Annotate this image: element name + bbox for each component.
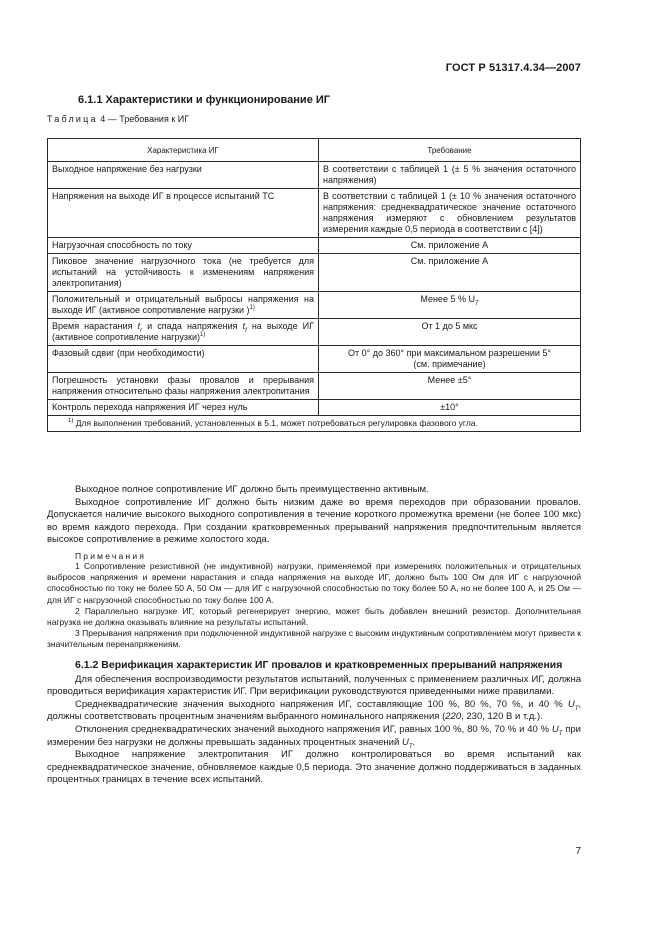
paragraph: Выходное сопротивление ИГ должно быть низким даже во время переходов при образовании провалов. Допускается наличие высокого выходного сопротивления в течение короткого промежутка времени (не более 100 мкс) во время каждого перехода. При создании кратковременных прерываний напряжения предпочтительным является высокое сопротивление в режиме холостого хода.	[47, 496, 581, 546]
page-number: 7	[575, 846, 581, 857]
paragraph: Выходное полное сопротивление ИГ должно быть преимущественно активным.	[75, 484, 429, 495]
table-header-requirement: Требование	[319, 139, 581, 162]
table-cell-requirement	[319, 346, 581, 373]
symbol-t: t	[137, 321, 141, 331]
paragraph	[47, 699, 581, 724]
table-row	[48, 292, 581, 319]
table-cell-requirement: От 1 до 5 мкс	[319, 319, 581, 346]
cell-text: Менее 5 % U	[420, 294, 475, 304]
table-row	[48, 254, 581, 292]
text-run: , 230, 120 В и т.д.).	[461, 711, 543, 723]
cell-text: на выходе ИГ (активное сопротивление нагрузки)	[52, 321, 314, 342]
section-title-611: 6.1.1 Характеристики и функционирование ИГ	[78, 94, 331, 106]
note-item: 3 Прерывания напряжения при подключенной индуктивной нагрузке с высоким индуктивным сопротивлением могут привести к значительным перенапряжениям.	[47, 628, 581, 650]
main-text	[47, 484, 581, 787]
symbol-u: U	[401, 736, 409, 748]
table-cell-requirement: В соответствии с таблицей 1 (± 5 % значения остаточного напряжения)	[319, 162, 581, 189]
cell-text: и спада напряжения	[142, 321, 243, 331]
table-cell-characteristic: Пиковое значение нагрузочного тока (не требуется для испытаний на устойчивость к изменениям напряжения электропитания)	[48, 254, 319, 292]
text-run: при измерении без нагрузки не должны превышать заданных процентных значений	[47, 723, 581, 748]
paragraph	[47, 724, 581, 749]
table-header-row	[48, 139, 581, 162]
table-cell-characteristic: Фазовый сдвиг (при необходимости)	[48, 346, 319, 373]
note-item: 2 Параллельно нагрузке ИГ, который регенерирует энергию, может быть добавлен внешний резистор. Дополнительная нагрузка не должна оказывать влияние на результаты испытаний.	[47, 605, 581, 627]
table-cell-requirement	[319, 292, 581, 319]
table-row	[48, 346, 581, 373]
table-cell-characteristic	[48, 319, 319, 346]
table-cell-requirement: См. приложение А	[319, 254, 581, 292]
table-cell-characteristic: Напряжения на выходе ИГ в процессе испытаний ТС	[48, 189, 319, 238]
subscript: f	[245, 327, 247, 334]
document-code: ГОСТ Р 51317.4.34—2007	[445, 62, 581, 74]
cell-text: Положительный и отрицательный выбросы напряжения на выходе ИГ (активное сопротивление нагрузки )	[52, 294, 314, 315]
table-caption-rest: 4 — Требования к ИГ	[97, 114, 190, 124]
table-cell-requirement: ±10°	[319, 400, 581, 416]
footnote-ref: 1)	[199, 332, 206, 338]
subscript: T	[408, 743, 413, 750]
table-cell-requirement: В соответствии с таблицей 1 (± 10 % значения остаточного напряжения: среднеквадратическое значение остаточного напряжения измеряют с обновлением результатов измерения каждые 0,5 периода в соответствии с [4])	[319, 189, 581, 238]
cell-line: От 0° до 360° при максимальном разрешении 5°	[348, 348, 551, 358]
table-cell-characteristic: Выходное напряжение без нагрузки	[48, 162, 319, 189]
symbol-t: t	[242, 321, 246, 331]
table-cell-characteristic: Нагрузочная способность по току	[48, 238, 319, 254]
subscript: T	[558, 730, 563, 737]
section-title-612: 6.1.2 Верификация характеристик ИГ провалов и кратковременных прерываний напряжения	[75, 658, 563, 671]
table-row	[48, 162, 581, 189]
text-run: , должны соответствовать процентным значениям выбранного номинального напряжения (	[47, 698, 581, 723]
table-cell-requirement: См. приложение А	[319, 238, 581, 254]
table-cell-characteristic: Погрешность установки фазы провалов и прерывания напряжения относительно фазы напряжения электропитания	[48, 373, 319, 400]
footnote-text: Для выполнения требований, установленных в 5.1, может потребоваться регулировка фазового угла.	[73, 418, 478, 428]
cell-line: (см. примечание)	[413, 359, 486, 369]
subscript: T	[474, 300, 479, 307]
table-row	[48, 319, 581, 346]
table-row	[48, 373, 581, 400]
symbol-u: U	[567, 698, 575, 710]
text-run: Среднеквадратические значения выходного напряжения ИГ, составляющие 100 %, 80 %, 70 %, и 40 %	[75, 698, 568, 710]
notes-title: Примечания	[75, 550, 147, 561]
note-item: 1 Сопротивление резистивной (не индуктивной) нагрузки, применяемой при измерениях положительных и отрицательных выбросов напряжения и времени нарастания и спада напряжения на выходе ИГ, должно быть 100 Ом для ИГ с нагрузочной способностью по току не более 50 А, 50 Ом — для ИГ с нагрузочной способностью по току более 50 А, но не более 100 А, и 25 Ом — для ИГ с нагрузочной способностью по току более 100 А.	[47, 560, 581, 605]
paragraph: Выходное напряжение электропитания ИГ должно контролироваться во время испытаний как среднеквадратическое значение, обновляемое каждые 0,5 периода. Это значение должно поддерживаться в заданных процентных границах в течение всех испытаний.	[47, 749, 581, 786]
footnote-mark: 1)	[68, 418, 74, 425]
table-row	[48, 189, 581, 238]
table-caption	[47, 114, 189, 124]
text-italic: 220	[445, 711, 462, 723]
table-footnote-row	[48, 416, 581, 432]
subscript: r	[140, 327, 143, 334]
text-run: .	[412, 736, 416, 748]
table-footnote	[48, 416, 581, 432]
text-run: Отклонения среднеквадратических значений выходного напряжения ИГ, равных 100 %, 80 %, 70 % и 40 %	[75, 723, 552, 735]
cell-text: Время нарастания	[52, 321, 138, 331]
table-header-characteristic: Характеристика ИГ	[48, 139, 319, 162]
table-row	[48, 238, 581, 254]
requirements-table	[47, 138, 581, 432]
table-cell-characteristic: Контроль перехода напряжения ИГ через нуль	[48, 400, 319, 416]
subscript: T	[574, 705, 579, 712]
table-caption-word: Таблица	[47, 114, 98, 124]
table-row	[48, 400, 581, 416]
symbol-u: U	[551, 723, 559, 735]
table-cell-requirement: Менее ±5°	[319, 373, 581, 400]
paragraph: Для обеспечения воспроизводимости результатов испытаний, полученных с применением различных ИГ, должна проводиться верификация характеристик ИГ. При верификации руководствуются приведенными ниже правилами.	[47, 673, 581, 698]
footnote-ref: 1)	[249, 305, 255, 311]
table-cell-characteristic	[48, 292, 319, 319]
